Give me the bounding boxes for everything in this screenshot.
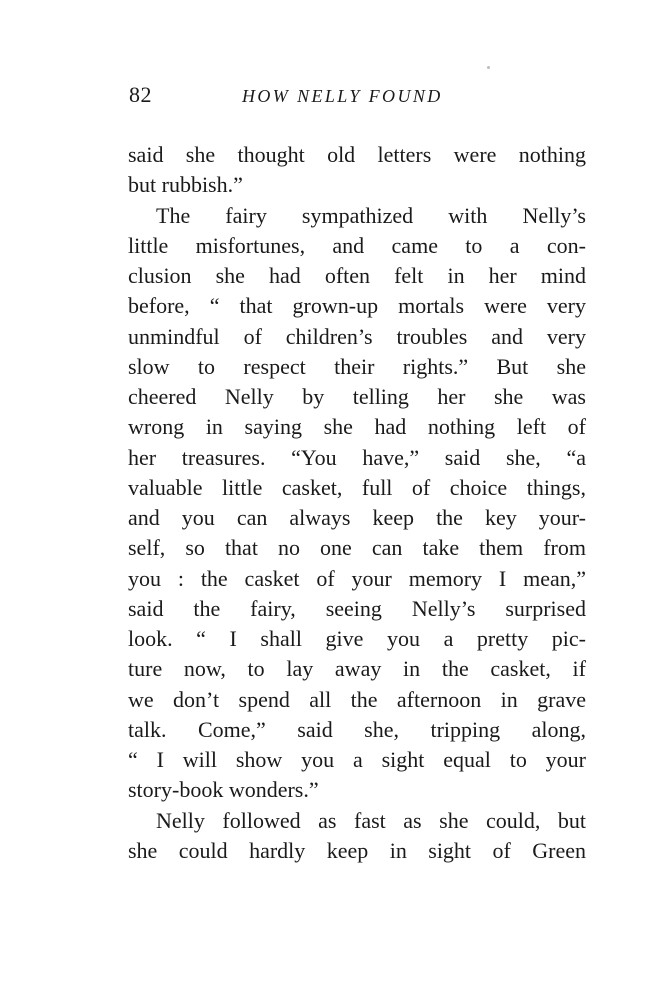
text-line: said the fairy, seeing Nelly’s surprised [128, 595, 586, 621]
text-line: “ I will show you a sight equal to your [128, 747, 586, 772]
text-line: clusion she had often felt in her mind [128, 263, 586, 288]
text-line: her treasures. “You have,” said she, “a [128, 444, 586, 470]
text-line: look. “ I shall give you a pretty pic- [128, 626, 586, 651]
text-line: story-book wonders.” [128, 777, 319, 803]
text-line: little misfortunes, and came to a con- [128, 232, 586, 258]
text-line: she could hardly keep in sight of Green [128, 837, 586, 863]
running-head: HOW NELLY FOUND [242, 86, 443, 106]
text-line: valuable little casket, full of choice things, [128, 474, 586, 500]
text-line: said she thought old letters were nothing [128, 142, 586, 167]
ink-speck [487, 66, 490, 69]
text-line: ture now, to lay away in the casket, if [128, 656, 586, 682]
body-text [128, 140, 586, 866]
text-line: you : the casket of your memory I mean,” [128, 565, 586, 591]
text-line: before, “ that grown-up mortals were very [128, 293, 586, 319]
text-line: wrong in saying she had nothing left of [128, 414, 586, 440]
page-number: 82 [129, 82, 152, 107]
text-line: and you can always keep the key your- [128, 505, 586, 530]
text-line: talk. Come,” said she, tripping along, [128, 716, 586, 742]
paragraph-first-line: The fairy sympathized with Nelly’s [156, 202, 586, 228]
paragraph-first-line: Nelly followed as fast as she could, but [156, 807, 586, 833]
text-line: but rubbish.” [128, 172, 243, 198]
text-line: self, so that no one can take them from [128, 535, 586, 561]
text-line: cheered Nelly by telling her she was [128, 384, 586, 409]
text-line: we don’t spend all the afternoon in grave [128, 686, 586, 712]
text-line: slow to respect their rights.” But she [128, 353, 586, 379]
page-header [127, 82, 585, 112]
text-line: unmindful of children’s troubles and very [128, 323, 586, 349]
